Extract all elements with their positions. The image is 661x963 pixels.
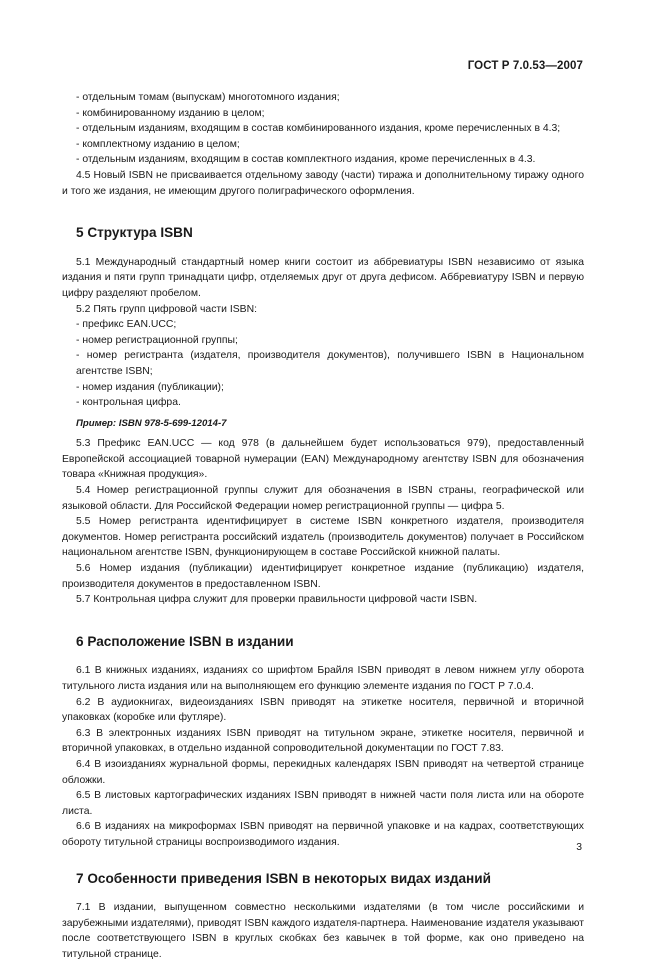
paragraph-5-3: 5.3 Префикс EAN.UCC — код 978 (в дальнейшем будет использоваться 979), предоставленный Европейской ассоциацией товарной нумерации (EAN) Международному агентству ISBN для обозначения товара «Книжная продукция». xyxy=(62,438,584,481)
paragraph-6-5: 6.5 В листовых картографических изданиях ISBN приводят в нижней части поля листа или на обороте листа. xyxy=(62,790,584,817)
page-body xyxy=(62,90,584,963)
section-6-heading: 6 Расположение ISBN в издании xyxy=(76,633,294,649)
page-number: 3 xyxy=(576,842,582,853)
paragraph-6-4: 6.4 В изоизданиях журнальной формы, перекидных календарях ISBN приводят на четвертой странице обложки. xyxy=(62,758,584,786)
paragraph-5-5: 5.5 Номер регистранта идентифицирует в системе ISBN конкретного издателя, производителя документов. Номер регистранта российский издатель (производитель документов) получает в Российском национальном агентстве ISBN, функционирующем в составе Российской книжной палаты. xyxy=(62,516,584,559)
section-5-heading: 5 Структура ISBN xyxy=(76,225,193,241)
paragraph-5-1: 5.1 Международный стандартный номер книги состоит из аббревиатуры ISBN независимо от языка издания и пяти групп тринадцати цифр, отделяемых друг от друга дефисом. Аббревиатуру ISBN и первую цифру разделяют пробелом. xyxy=(62,256,584,299)
document-code-header: ГОСТ Р 7.0.53—2007 xyxy=(467,60,583,72)
paragraph-5-2: 5.2 Пять групп цифровой части ISBN: xyxy=(76,303,257,315)
list-item: - комплектному изданию в целом; xyxy=(76,138,240,150)
paragraph-6-1: 6.1 В книжных изданиях, изданиях со шрифтом Брайля ISBN приводят в левом нижнем углу оборота титульного листа издания или на выполняющем его функцию элементе издания по ГОСТ Р 7.0.4. xyxy=(62,665,584,692)
list-item: - отдельным изданиям, входящим в состав комплектного издания, кроме перечисленных в 4.3. xyxy=(76,154,536,166)
paragraph-5-4: 5.4 Номер регистрационной группы служит для обозначения в ISBN страны, географической или языковой области. Для Российской Федерации номер регистрационной группы — цифра 5. xyxy=(62,485,584,512)
list-item: - префикс EAN.UCC; xyxy=(76,319,177,331)
list-item: - контрольная цифра. xyxy=(76,397,181,409)
paragraph-6-3: 6.3 В электронных изданиях ISBN приводят на титульном экране, этикетке носителя, первичной и вторичной упаковках, в отдельно изданной сопроводительной документации по ГОСТ 7.83. xyxy=(62,727,584,755)
paragraph-6-2: 6.2 В аудиокнигах, видеоизданиях ISBN приводят на этикетке носителя, первичной и вторичной упаковках (коробке или футляре). xyxy=(62,696,584,724)
list-item: - отдельным изданиям, входящим в состав комбинированного издания, кроме перечисленных в 4.3; xyxy=(76,123,561,135)
paragraph-5-7: 5.7 Контрольная цифра служит для проверки правильности цифровой части ISBN. xyxy=(76,594,478,606)
list-item: - номер регистранта (издателя, производителя документов), получившего ISBN в Национальном агентстве ISBN; xyxy=(76,350,584,377)
paragraph-5-6: 5.6 Номер издания (публикации) идентифицирует конкретное издание (публикацию) издателя, производителя документов в предоставленном ISBN. xyxy=(62,563,584,590)
list-item: - номер регистрационной группы; xyxy=(76,334,238,346)
list-item: - номер издания (публикации); xyxy=(76,381,224,393)
isbn-example: Пример: ISBN 978-5-699-12014-7 xyxy=(76,417,227,429)
list-item: - отдельным томам (выпускам) многотомного издания; xyxy=(76,92,340,103)
paragraph-7-1: 7.1 В издании, выпущенном совместно несколькими издателями (в том числе российскими и зарубежными издателями), приводят ISBN каждого издателя-партнера. Наименование издателя указывают после соответствующего ISBN в круглых скобках без кавычек в той форме, как оно приведено на титульной странице. xyxy=(62,902,584,960)
section-7-heading: 7 Особенности приведения ISBN в некоторых видах изданий xyxy=(76,870,491,886)
list-item: - комбинированному изданию в целом; xyxy=(76,107,265,119)
paragraph-4-5: 4.5 Новый ISBN не присваивается отдельному заводу (части) тиража и дополнительному тиражу одного и того же издания, не имеющим другого полиграфического оформления. xyxy=(62,169,584,197)
paragraph-6-6: 6.6 В изданиях на микроформах ISBN приводят на первичной упаковке и на кадрах, соответствующих обороту титульной страницы воспроизводимого издания. xyxy=(62,821,584,848)
